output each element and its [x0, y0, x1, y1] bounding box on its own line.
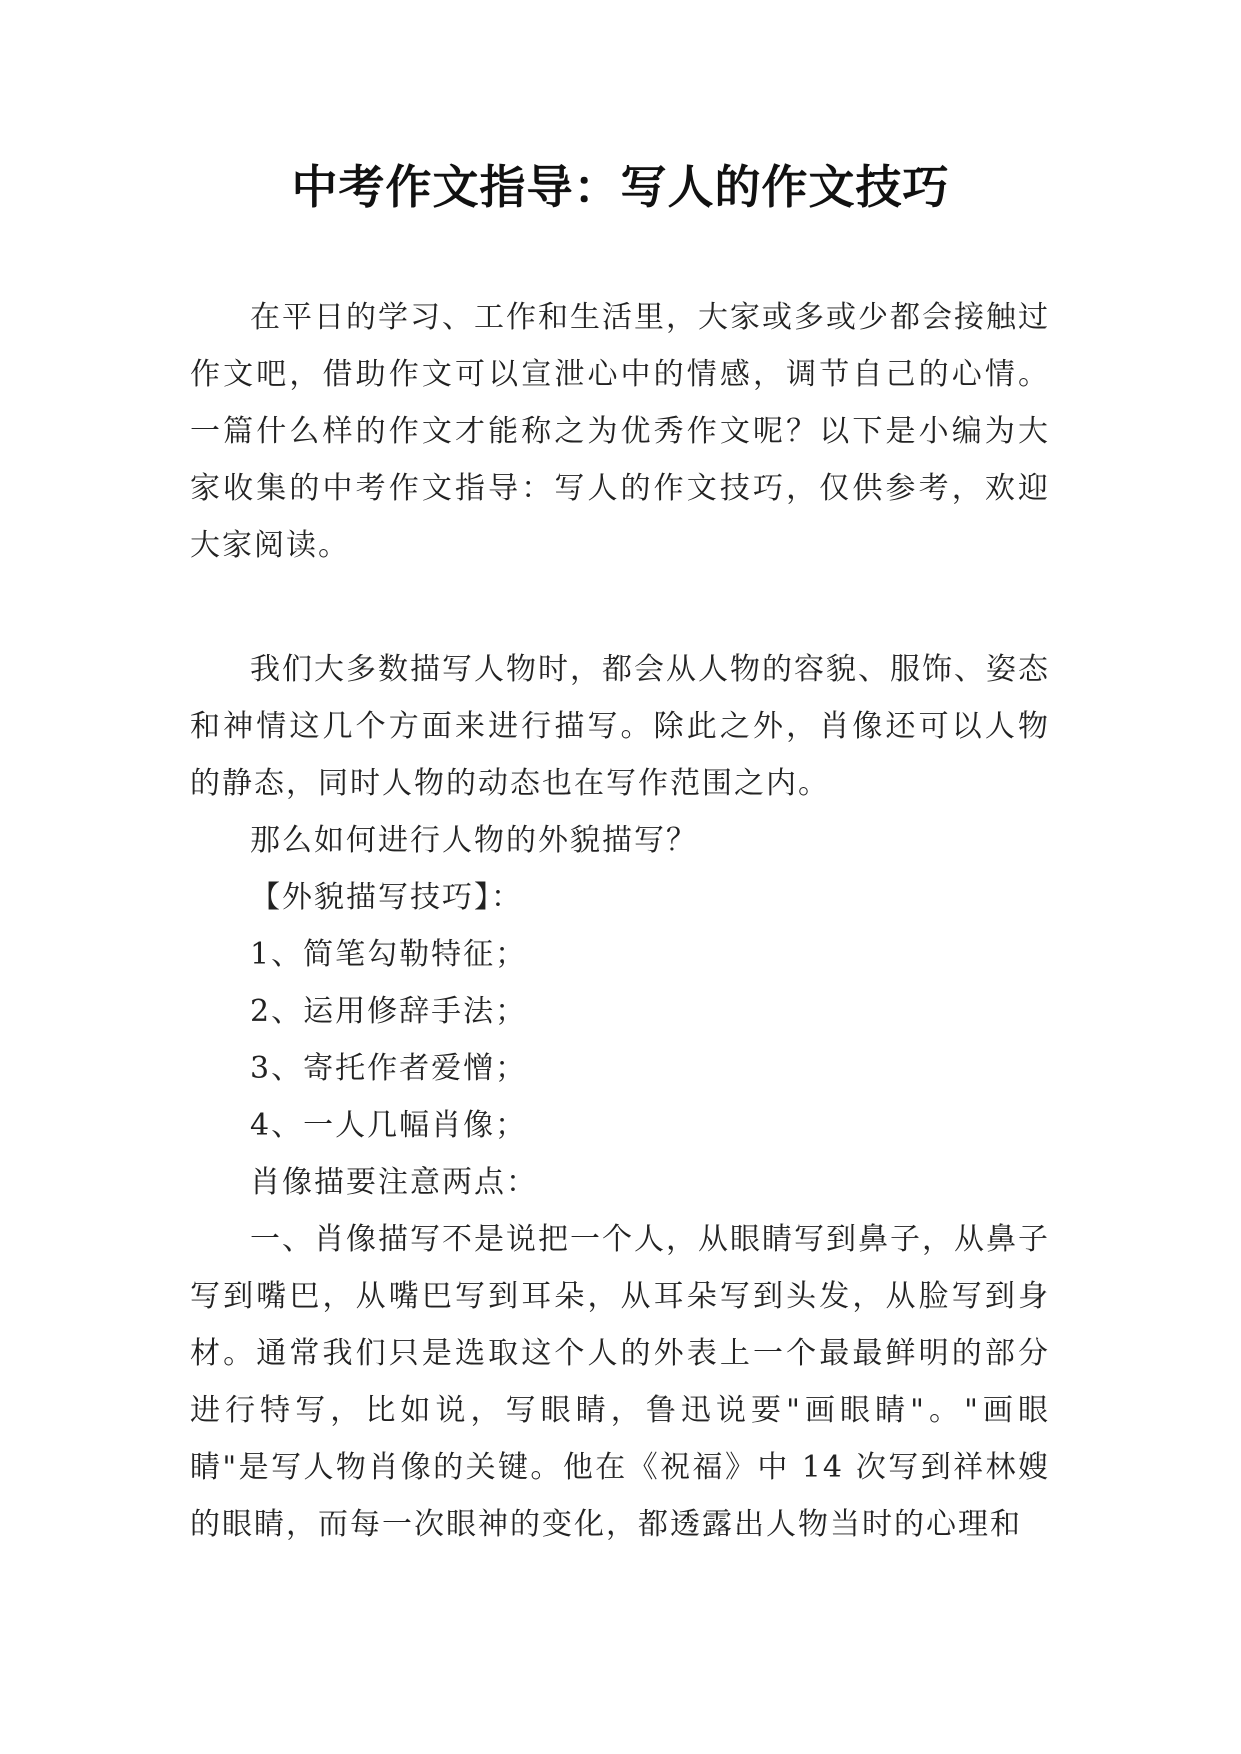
paragraph-question: 那么如何进行人物的外貌描写？	[250, 823, 698, 858]
list-item-technique-3: 3、寄托作者爱憎；	[250, 1051, 528, 1086]
section-heading-techniques: 【外貌描写技巧】：	[250, 880, 523, 915]
paragraph-notes-heading: 肖像描要注意两点：	[250, 1165, 538, 1200]
main-section	[190, 641, 1050, 1553]
document-title: 中考作文指导：写人的作文技巧	[291, 160, 950, 214]
intro-section	[190, 289, 1050, 574]
list-item-technique-4: 4、一人几幅肖像；	[250, 1108, 528, 1143]
list-item-technique-1: 1、简笔勾勒特征；	[250, 937, 528, 972]
paragraph-description-aspects: 我们大多数描写人物时，都会从人物的容貌、服饰、姿态和神情这几个方面来进行描写。除此之外，肖像还可以人物的静态，同时人物的动态也在写作范围之内。	[190, 652, 1050, 801]
paragraph-note-one: 一、肖像描写不是说把一个人，从眼睛写到鼻子，从鼻子写到嘴巴，从嘴巴写到耳朵，从耳朵写到头发，从脸写到身材。通常我们只是选取这个人的外表上一个最最鲜明的部分进行特写，比如说，写眼睛，鲁迅说要"画眼睛"。"画眼睛"是写人物肖像的关键。他在《祝福》中 14 次写到祥林嫂的眼睛，而每一次眼神的变化，都透露出人物当时的心理和	[190, 1222, 1050, 1542]
list-item-technique-2: 2、运用修辞手法；	[250, 994, 528, 1029]
intro-paragraph: 在平日的学习、工作和生活里，大家或多或少都会接触过作文吧，借助作文可以宣泄心中的情感，调节自己的心情。一篇什么样的作文才能称之为优秀作文呢？以下是小编为大家收集的中考作文指导：写人的作文技巧，仅供参考，欢迎大家阅读。	[190, 300, 1050, 563]
